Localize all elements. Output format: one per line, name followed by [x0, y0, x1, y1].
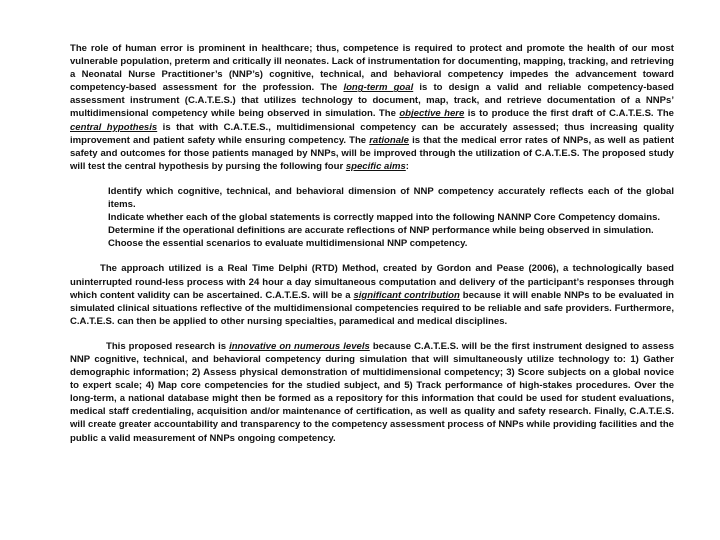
aim-item: Identify which cognitive, technical, and behavioral dimension of NNP competency accurately reflects each of the global items.: [108, 185, 674, 211]
rationale-phrase: rationale: [369, 134, 409, 146]
innovation-text: This proposed research is: [106, 340, 230, 352]
intro-text: :: [405, 160, 409, 172]
aim-item: Determine if the operational definitions are accurate reflections of NNP performance while being observed in simulation.: [108, 225, 654, 237]
intro-text: is that the medical error rates of NNPs, as well as patient safety and outcomes for those patients managed by NNPs, will be improved through the utilization of C.A.T.E.S. The proposed study will test the central hypothesis by pursing the following four: [70, 134, 675, 172]
central-hypothesis-phrase: central hypothesis: [70, 121, 158, 133]
intro-text: is to produce the first draft of C.A.T.E.S. The: [464, 108, 674, 120]
innovation-text: because C.A.T.E.S. will be the first instrument designed to assess NNP cognitive, technical, and behavioral competency during simulation that will simultaneously utilize technology to: 1) Gather demographic information; 2) Assess physical demonstration of multidimensional competency; 3) Score subjects on a global novice to expert scale; 4) Map core competencies for the studied subject, and 5) Track performance of high-stakes procedures. Over the long-term, a national database might then be formed as a repository for this information that could be used for student evaluations, medical staff credentialing, acquisition and/or maintenance of certification, as well as quality and safety research. Finally, C.A.T.E.S. will create greater accountability and transparency to the competency assessment process of NNPs while providing facilities and the public a valid measurement of NNPs ongoing competency.: [70, 340, 675, 444]
intro-text: is that with C.A.T.E.S., multidimensional competency can be accurately assessed; thus increasing quality improvement and patient safety while ensuring competency. The: [70, 121, 675, 146]
innovation-paragraph: [70, 340, 674, 445]
intro-paragraph: [70, 42, 674, 173]
aims-list: [108, 185, 674, 250]
objective-phrase: objective here: [399, 108, 465, 120]
approach-text: The approach utilized is a Real Time Delphi (RTD) Method, created by Gordon and Pease (2006), a technologically based uninterrupted round-less process with 24 hour a day simultaneous computation and delivery of the participant’s responses through which content validity can be ascertained. C.A.T.E.S. will be a: [70, 263, 674, 301]
long-term-goal-phrase: long-term goal: [343, 82, 414, 94]
specific-aims-phrase: specific aims: [345, 160, 406, 172]
innovative-phrase: innovative on numerous levels: [229, 340, 370, 352]
intro-text: The role of human error is prominent in healthcare; thus, competence is required to protect and promote the health of our most vulnerable population, preterm and critically ill neonates. Lack of instrumentation for documenting, mapping, tracking, and retrieving a Neonatal Nurse Practitioner’s (NNP’s) cognitive, technical, and behavioral competency impedes the advancement toward competency-based assessment for the profession. The: [70, 43, 674, 94]
approach-text: because it will enable NNPs to be evaluated in simulated clinical situations reflective of the multidimensional competencies required to be reliable and safe providers. Furthermore, C.A.T.E.S. can then be applied to other nursing specialties, paramedical and medical disciplines.: [70, 289, 675, 327]
approach-paragraph: [70, 262, 674, 327]
intro-text: is to design a valid and reliable competency-based assessment instrument (C.A.T.E.S.) that utilizes technology to document, map, track, and retrieve documentation of a NNPs’ multidimensional competency while being observed in simulation. The: [70, 82, 674, 120]
aim-item: Choose the essential scenarios to evaluate multidimensional NNP competency.: [108, 238, 468, 250]
significant-contribution-phrase: significant contribution: [353, 289, 460, 301]
document-page: [70, 42, 674, 445]
aim-item: Indicate whether each of the global statements is correctly mapped into the following NANNP Core Competency domains.: [108, 212, 661, 224]
